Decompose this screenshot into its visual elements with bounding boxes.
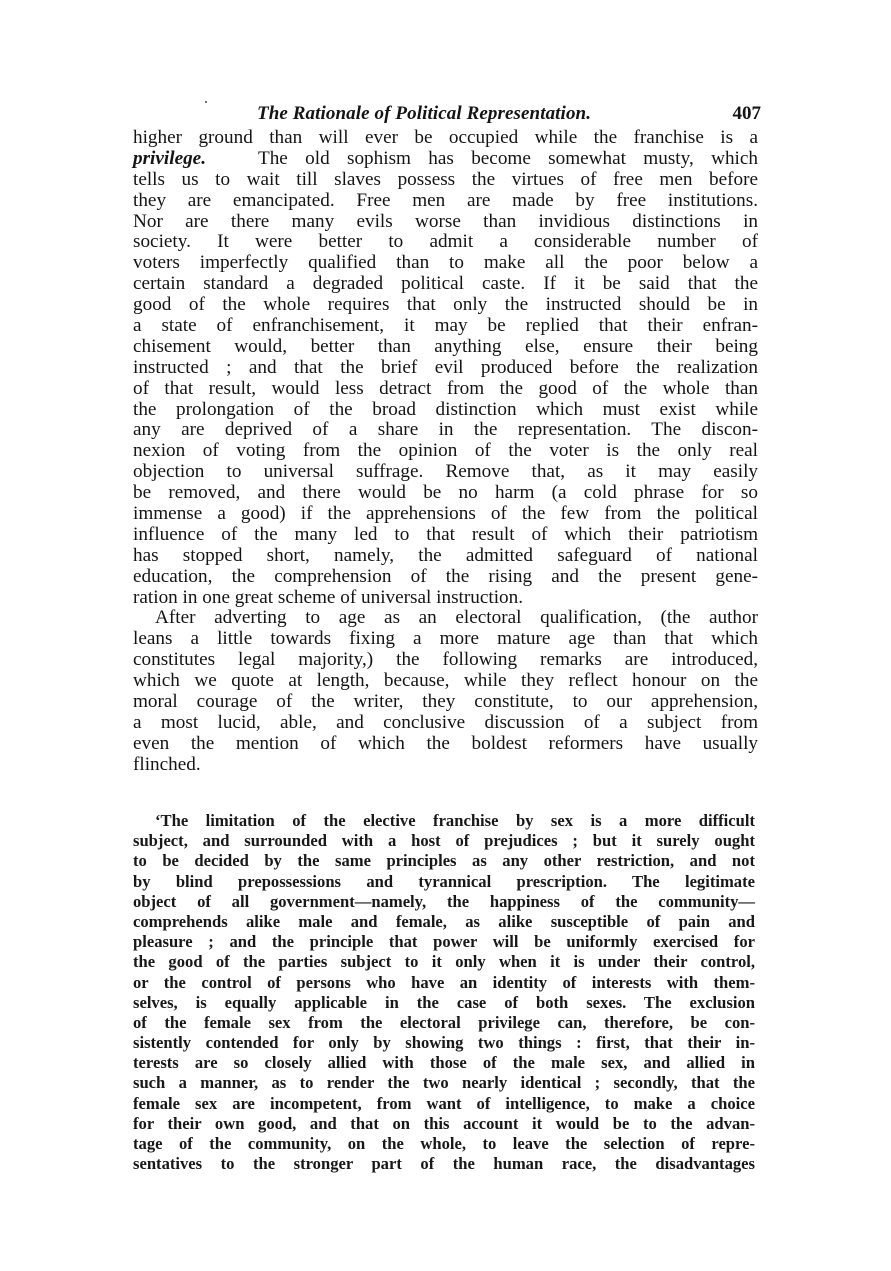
quote-line: comprehends alike male and female, as alike susceptible of pain and [133, 911, 755, 931]
page-number: 407 [732, 103, 761, 124]
quote-line: by blind prepossessions and tyrannical prescription. The legitimate [133, 871, 755, 891]
paragraph-1 [133, 128, 758, 608]
text-line: constitutes legal majority,) the following remarks are introduced, [133, 649, 758, 671]
text-line: they are emancipated. Free men are made by free institutions. [133, 189, 758, 211]
quote-line: subject, and surrounded with a host of prejudices ; but it surely ought [133, 831, 755, 851]
line-text: The old sophism has become somewhat musty, which [257, 147, 758, 169]
text-line: nexion of voting from the opinion of the voter is the only real [133, 440, 758, 462]
text-line: ration in one great scheme of universal instruction. [133, 586, 524, 608]
quote-line: for their own good, and that on this account it would be to the advan- [133, 1113, 755, 1133]
text-line: of that result, would less detract from the good of the whole than [133, 377, 758, 399]
text-line: influence of the many led to that result of which their patriotism [133, 523, 758, 545]
quote-line: pleasure ; and the principle that power will be uniformly exercised for [133, 932, 755, 952]
text-line: immense a good) if the apprehensions of the few from the political [133, 503, 758, 525]
italic-word: privilege. [133, 147, 206, 169]
text-line: objection to universal suffrage. Remove that, as it may easily [133, 461, 758, 483]
running-head [133, 103, 761, 127]
text-line: After adverting to age as an electoral qualification, (the author [155, 607, 758, 629]
text-line: a most lucid, able, and conclusive discussion of a subject from [133, 711, 758, 733]
text-line: instructed ; and that the brief evil produced before the realization [133, 356, 758, 378]
paragraph-2 [133, 608, 758, 775]
text-line: Nor are there many evils worse than invidious distinctions in [133, 210, 758, 232]
quote-line: the good of the parties subject to it only when it is under their control, [133, 952, 755, 972]
text-line: higher ground than will ever be occupied while the franchise is a [133, 127, 758, 148]
quote-line: such a manner, as to render the two nearly identical ; secondly, that the [133, 1073, 755, 1093]
quote-line: object of all government—namely, the happiness of the community— [133, 891, 755, 911]
quote-line: sentatives to the stronger part of the human race, the disadvantages [133, 1154, 755, 1174]
text-line: even the mention of which the boldest reformers have usually [133, 732, 758, 754]
text-line: moral courage of the writer, they constitute, to our apprehension, [133, 691, 758, 713]
quote-line: terests are so closely allied with those of the male sex, and allied in [133, 1053, 755, 1073]
quote-line: tage of the community, on the whole, to leave the selection of repre- [133, 1134, 755, 1153]
block-quote [133, 811, 755, 1174]
quote-line: to be decided by the same principles as any other restriction, and not [133, 851, 755, 871]
text-line: be removed, and there would be no harm (a cold phrase for so [133, 482, 758, 504]
body-text [133, 128, 758, 776]
quote-line: ‘The limitation of the elective franchise by sex is a more difficult [155, 811, 755, 830]
text-line: a state of enfranchisement, it may be replied that their enfran- [133, 315, 758, 337]
quote-line: sistently contended for only by showing two things : first, that their in- [133, 1033, 755, 1053]
quote-line: of the female sex from the electoral privilege can, therefore, be con- [133, 1012, 755, 1032]
text-line: leans a little towards fixing a more mature age than that which [133, 628, 758, 650]
quote-line: or the control of persons who have an identity of interests with them- [133, 972, 755, 992]
text-line: has stopped short, namely, the admitted safeguard of national [133, 544, 758, 566]
text-line: chisement would, better than anything else, ensure their being [133, 335, 758, 357]
quote-line: female sex are incompetent, from want of intelligence, to make a choice [133, 1093, 755, 1113]
text-line: certain standard a degraded political caste. If it be said that the [133, 273, 758, 295]
running-title: The Rationale of Political Representation. [257, 103, 592, 124]
text-line: voters imperfectly qualified than to make all the poor below a [133, 252, 758, 274]
text-line: any are deprived of a share in the representation. The discon- [133, 419, 758, 441]
quote-line: selves, is equally applicable in the case of both sexes. The exclusion [133, 992, 755, 1012]
text-line: good of the whole requires that only the instructed should be in [133, 294, 758, 316]
text-line: which we quote at length, because, while they reflect honour on the [133, 670, 758, 692]
text-line: society. It were better to admit a considerable number of [133, 231, 758, 253]
text-line: tells us to wait till slaves possess the virtues of free men before [133, 168, 758, 190]
text-line: flinched. [133, 753, 201, 775]
text-line: the prolongation of the broad distinction which must exist while [133, 398, 758, 420]
text-line: education, the comprehension of the rising and the present gene- [133, 565, 758, 587]
text-line [133, 149, 758, 170]
